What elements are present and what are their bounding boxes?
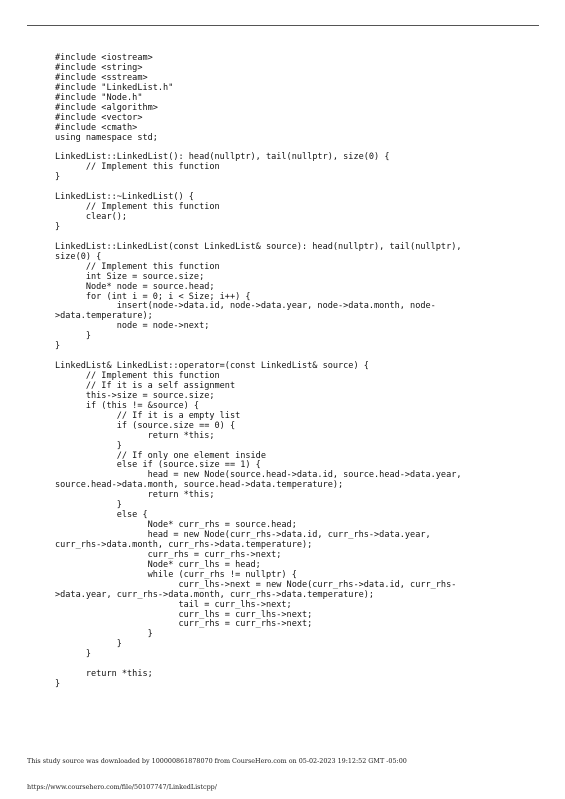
- code-line: curr_rhs = curr_rhs->next;: [55, 549, 282, 560]
- code-line: LinkedList::LinkedList(): head(nullptr), tail(nullptr), size(0) {: [55, 152, 390, 163]
- code-line: LinkedList::~LinkedList() {: [55, 192, 194, 203]
- source-code-block: [55, 54, 462, 690]
- code-line: #include <string>: [55, 62, 143, 73]
- code-line: this->size = source.size;: [55, 390, 215, 401]
- code-line: #include <cmath>: [55, 122, 138, 133]
- code-line: }: [55, 639, 122, 650]
- code-line: Node* curr_rhs = source.head;: [55, 520, 297, 531]
- code-line: }: [55, 172, 61, 183]
- code-line: // Implement this function: [55, 162, 220, 173]
- code-line: // Implement this function: [55, 371, 220, 381]
- code-line: else if (source.size == 1) {: [55, 460, 261, 471]
- code-line: curr_rhs->data.month, curr_rhs->data.temperature);: [55, 539, 313, 550]
- code-line: }: [55, 221, 61, 232]
- code-line: if (this != &source) {: [55, 400, 200, 411]
- code-line: return *this;: [55, 490, 215, 501]
- code-line: #include "Node.h": [55, 92, 143, 103]
- code-line: #include <sstream>: [55, 72, 148, 83]
- code-line: #include <vector>: [55, 112, 143, 123]
- code-line: int Size = source.size;: [55, 271, 205, 282]
- code-line: while (curr_rhs != nullptr) {: [55, 569, 297, 580]
- code-line: #include <iostream>: [55, 53, 153, 63]
- code-line: insert(node->data.id, node->data.year, node->data.month, node-: [55, 301, 436, 312]
- code-line: }: [55, 500, 122, 511]
- code-line: #include "LinkedList.h": [55, 82, 174, 93]
- code-line: // If it is a empty list: [55, 410, 241, 421]
- code-line: curr_lhs->next = new Node(curr_rhs->data.id, curr_rhs-: [55, 579, 457, 590]
- code-line: }: [55, 341, 61, 352]
- code-line: for (int i = 0; i < Size; i++) {: [55, 291, 251, 302]
- code-line: }: [55, 679, 61, 690]
- code-line: return *this;: [55, 669, 153, 680]
- code-line: }: [55, 629, 153, 640]
- code-line: >data.year, curr_rhs->data.month, curr_rhs->data.temperature);: [55, 589, 375, 600]
- code-line: >data.temperature);: [55, 311, 153, 322]
- source-url[interactable]: https://www.coursehero.com/file/50107747/LinkedListcpp/: [27, 783, 217, 791]
- code-line: // Implement this function: [55, 202, 220, 213]
- code-line: source.head->data.month, source.head->data.temperature);: [55, 480, 344, 491]
- code-line: node = node->next;: [55, 321, 210, 332]
- code-line: }: [55, 331, 92, 342]
- code-line: curr_rhs = curr_rhs->next;: [55, 619, 313, 630]
- code-line: head = new Node(curr_rhs->data.id, curr_rhs->data.year,: [55, 530, 431, 540]
- code-line: if (source.size == 0) {: [55, 420, 236, 431]
- code-line: Node* node = source.head;: [55, 281, 215, 292]
- code-line: using namespace std;: [55, 132, 158, 143]
- code-line: LinkedList& LinkedList::operator=(const LinkedList& source) {: [55, 361, 369, 372]
- code-line: else {: [55, 510, 148, 521]
- code-line: size(0) {: [55, 251, 102, 262]
- code-line: }: [55, 440, 122, 451]
- code-line: Node* curr_lhs = head;: [55, 559, 261, 570]
- code-line: // If it is a self assignment: [55, 380, 236, 391]
- code-line: tail = curr_lhs->next;: [55, 599, 292, 610]
- header-divider: [27, 25, 539, 26]
- code-line: // If only one element inside: [55, 450, 266, 461]
- code-line: #include <algorithm>: [55, 102, 158, 113]
- code-line: // Implement this function: [55, 261, 220, 272]
- code-line: head = new Node(source.head->data.id, source.head->data.year,: [55, 470, 462, 481]
- code-line: LinkedList::LinkedList(const LinkedList& source): head(nullptr), tail(nullptr),: [55, 241, 462, 252]
- code-line: curr_lhs = curr_lhs->next;: [55, 609, 313, 620]
- download-notice: This study source was downloaded by 100000861878070 from CourseHero.com on 05-02-2023 19:12:52 GMT -05:00: [27, 757, 407, 765]
- code-line: clear();: [55, 212, 128, 222]
- code-line: return *this;: [55, 430, 215, 441]
- code-line: }: [55, 649, 92, 660]
